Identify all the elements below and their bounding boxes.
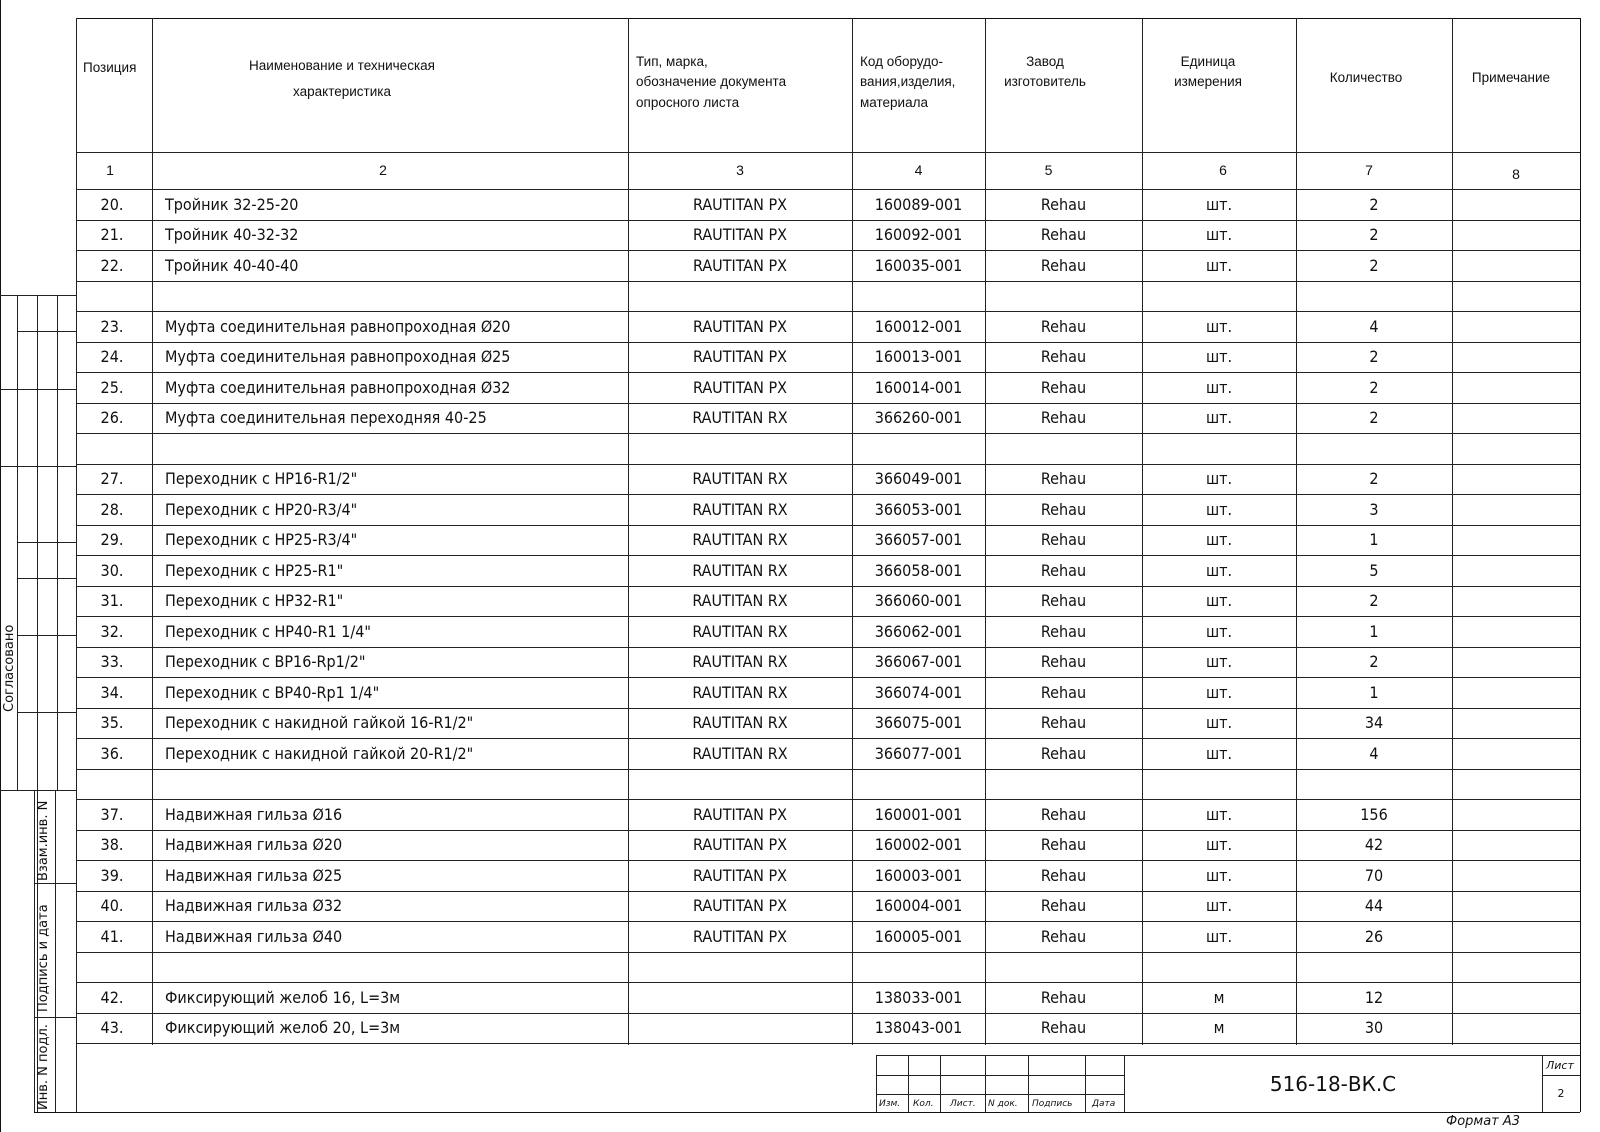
- cell-maker: Rehau: [1040, 469, 1087, 488]
- cell-unit: шт.: [1205, 560, 1233, 580]
- cell-pos: 41.: [100, 926, 124, 946]
- cell-code: 160035-001: [874, 255, 963, 275]
- cell-pos: [80, 434, 144, 464]
- table-left-border: [76, 18, 77, 1112]
- header-type-l3: опросного листа: [636, 95, 740, 110]
- cell-type: RAUTITAN PX: [692, 347, 788, 366]
- cell-pos: 24.: [100, 347, 124, 366]
- header-code-l2: вания,изделия,: [860, 74, 956, 89]
- cell-name: Муфта соединительная равнопроходная Ø32: [165, 377, 511, 397]
- cell-type: RAUTITAN PX: [692, 225, 788, 244]
- cell-type: RAUTITAN RX: [692, 621, 788, 641]
- cell-qty: 1: [1369, 530, 1379, 549]
- cell-code: 366057-001: [874, 530, 963, 549]
- cell-maker: Rehau: [1040, 682, 1087, 702]
- cell-maker: Rehau: [1040, 713, 1087, 732]
- cell-maker: Rehau: [1040, 194, 1087, 214]
- cell-type: RAUTITAN RX: [692, 713, 788, 732]
- header-name-l2: характеристика: [293, 84, 391, 99]
- cell-type: [628, 983, 852, 1013]
- cell-name: Тройник 32-25-20: [165, 194, 299, 214]
- cell-name: Надвижная гильза Ø20: [165, 835, 343, 854]
- cell-unit: шт.: [1205, 194, 1233, 214]
- cell-unit: шт.: [1205, 865, 1233, 885]
- cell-qty: 26: [1364, 926, 1384, 946]
- cell-maker: Rehau: [1040, 347, 1087, 366]
- cell-maker: Rehau: [1040, 652, 1087, 671]
- sheet-label: Лист: [1546, 1059, 1574, 1072]
- cell-pos: 43.: [100, 1018, 124, 1037]
- cell-maker: Rehau: [1040, 408, 1087, 427]
- cell-unit: шт.: [1205, 377, 1233, 397]
- cell-type: [628, 769, 852, 799]
- colnum-3: 3: [736, 162, 744, 178]
- cell-qty: 2: [1369, 591, 1379, 610]
- cell-code: 160005-001: [874, 926, 963, 946]
- cell-type: RAUTITAN PX: [692, 835, 788, 854]
- cell-type: RAUTITAN RX: [692, 499, 788, 519]
- cell-code: 160089-001: [874, 194, 963, 214]
- cell-qty: 70: [1364, 865, 1384, 885]
- cell-unit: шт.: [1205, 408, 1233, 427]
- colnum-2: 2: [379, 162, 387, 178]
- cell-qty: 34: [1364, 713, 1384, 732]
- stamp-line: [876, 1055, 877, 1112]
- stamp-line: [1028, 1055, 1029, 1112]
- cell-unit: [1142, 281, 1296, 311]
- inv-podl-label: Инв. N подл.: [36, 1024, 51, 1110]
- cell-maker: [985, 769, 1142, 799]
- cell-type: RAUTITAN PX: [692, 316, 788, 336]
- cell-maker: [985, 952, 1142, 982]
- cell-code: 366075-001: [874, 713, 963, 732]
- cell-qty: 1: [1369, 682, 1379, 702]
- frame-top: [76, 18, 1580, 19]
- cell-unit: шт.: [1205, 743, 1233, 763]
- cell-code: 366060-001: [874, 591, 963, 610]
- colnum-5: 5: [1044, 162, 1053, 178]
- cell-code: 366049-001: [874, 469, 963, 488]
- cell-name: [165, 769, 625, 799]
- cell-maker: Rehau: [1040, 865, 1087, 885]
- cell-qty: [1296, 769, 1452, 799]
- cell-pos: 25.: [100, 377, 124, 397]
- cell-qty: 2: [1369, 255, 1379, 275]
- cell-unit: м: [1213, 1018, 1225, 1037]
- cell-type: RAUTITAN PX: [692, 377, 788, 397]
- cell-code: [852, 769, 985, 799]
- cell-qty: 4: [1369, 316, 1379, 336]
- cell-maker: Rehau: [1040, 804, 1087, 824]
- cell-unit: шт.: [1205, 926, 1233, 946]
- stamp-izm: Изм.: [879, 1099, 901, 1109]
- cell-code: 160003-001: [874, 865, 963, 885]
- cell-maker: Rehau: [1040, 499, 1087, 519]
- cell-pos: 38.: [100, 835, 124, 854]
- side-line: [34, 790, 35, 1112]
- cell-code: 160092-001: [874, 225, 963, 244]
- row-line: [76, 1043, 1580, 1044]
- cell-code: 366062-001: [874, 621, 963, 641]
- cell-unit: шт.: [1205, 255, 1233, 275]
- cell-pos: 23.: [100, 316, 124, 336]
- cell-maker: Rehau: [1040, 926, 1087, 946]
- cell-type: RAUTITAN RX: [692, 743, 788, 763]
- cell-name: Переходник с НР20-R3/4": [165, 499, 358, 519]
- cell-type: [628, 434, 852, 464]
- cell-qty: 2: [1369, 377, 1379, 397]
- cell-type: RAUTITAN RX: [692, 408, 788, 427]
- cell-unit: шт.: [1205, 591, 1233, 610]
- cell-maker: Rehau: [1040, 621, 1087, 641]
- cell-name: Переходник с НР25-R3/4": [165, 530, 358, 549]
- cell-maker: Rehau: [1040, 743, 1087, 763]
- stamp-ndok: N док.: [988, 1099, 1018, 1109]
- side-line: [17, 578, 76, 579]
- cell-code: 160001-001: [874, 804, 963, 824]
- cell-name: [165, 434, 625, 464]
- cell-qty: 1: [1369, 621, 1379, 641]
- cell-qty: 2: [1369, 194, 1379, 214]
- cell-qty: 42: [1364, 835, 1384, 854]
- cell-unit: шт.: [1205, 530, 1233, 549]
- cell-name: Надвижная гильза Ø32: [165, 896, 343, 915]
- cell-name: Муфта соединительная переходняя 40-25: [165, 408, 487, 427]
- cell-pos: 30.: [100, 560, 124, 580]
- document-designation: 516-18-ВК.С: [1269, 1072, 1397, 1096]
- side-line: [17, 331, 76, 332]
- cell-unit: шт.: [1205, 835, 1233, 854]
- cell-qty: 44: [1364, 896, 1384, 915]
- side-line: [17, 712, 76, 713]
- cell-unit: [1142, 434, 1296, 464]
- cell-unit: м: [1213, 987, 1225, 1007]
- cell-code: 138033-001: [874, 987, 963, 1007]
- cell-name: Тройник 40-40-40: [165, 255, 299, 275]
- cell-type: RAUTITAN PX: [692, 255, 788, 275]
- cell-pos: 39.: [100, 865, 124, 885]
- header-unit-l2: измерения: [1174, 74, 1242, 89]
- stamp-line: [940, 1055, 941, 1112]
- header-qty: Количество: [1329, 70, 1403, 85]
- cell-name: Надвижная гильза Ø25: [165, 865, 343, 885]
- stamp-line: [908, 1055, 909, 1112]
- cell-name: Надвижная гильза Ø40: [165, 926, 343, 946]
- cell-name: Переходник с накидной гайкой 16-R1/2": [165, 713, 474, 732]
- header-position: Позиция: [83, 60, 137, 75]
- side-line: [0, 790, 76, 791]
- cell-code: [852, 434, 985, 464]
- cell-code: 160002-001: [874, 835, 963, 854]
- stamp-list: Лист.: [950, 1099, 976, 1109]
- cell-unit: [1142, 769, 1296, 799]
- cell-unit: шт.: [1205, 225, 1233, 244]
- cell-name: Фиксирующий желоб 16, L=3м: [165, 987, 401, 1007]
- side-line: [0, 295, 76, 296]
- cell-code: 366077-001: [874, 743, 963, 763]
- cell-maker: Rehau: [1040, 530, 1087, 549]
- cell-type: RAUTITAN PX: [692, 926, 788, 946]
- cell-qty: [1296, 281, 1452, 311]
- stamp-kol: Кол.: [913, 1099, 934, 1109]
- cell-name: Переходник с НР16-R1/2": [165, 469, 358, 488]
- cell-qty: 2: [1369, 225, 1379, 244]
- cell-code: [852, 952, 985, 982]
- cell-maker: Rehau: [1040, 896, 1087, 915]
- cell-qty: [1296, 952, 1452, 982]
- cell-name: [165, 281, 625, 311]
- agreed-label: Согласовано: [2, 624, 17, 712]
- cell-name: Муфта соединительная равнопроходная Ø25: [165, 347, 511, 366]
- frame-left: [0, 0, 1, 1132]
- cell-qty: 4: [1369, 743, 1379, 763]
- cell-pos: 34.: [100, 682, 124, 702]
- cell-qty: 2: [1369, 347, 1379, 366]
- cell-qty: 156: [1360, 804, 1388, 824]
- cell-name: Надвижная гильза Ø16: [165, 804, 343, 824]
- frame-right: [1580, 18, 1581, 1112]
- cell-name: Фиксирующий желоб 20, L=3м: [165, 1018, 401, 1037]
- cell-qty: 3: [1369, 499, 1379, 519]
- cell-name: Переходник с НР40-R1 1/4": [165, 621, 371, 641]
- stamp-line: [1542, 1075, 1580, 1076]
- signature-date-label: Подпись и дата: [36, 904, 51, 1012]
- cell-name: Переходник с ВР16-Rp1/2": [165, 652, 366, 671]
- cell-qty: 5: [1369, 560, 1379, 580]
- header-maker-l1: Завод: [1026, 54, 1064, 69]
- cell-pos: 40.: [100, 896, 124, 915]
- vzam-inv-label: Взам.инв. N: [36, 800, 51, 881]
- cell-type: RAUTITAN PX: [692, 804, 788, 824]
- header-name-l1: Наименование и техническая: [249, 58, 435, 73]
- cell-code: [852, 281, 985, 311]
- cell-maker: Rehau: [1040, 255, 1087, 275]
- header-code-l3: материала: [860, 95, 928, 110]
- cell-qty: [1296, 434, 1452, 464]
- cell-code: 160014-001: [874, 377, 963, 397]
- cell-pos: 26.: [100, 408, 124, 427]
- cell-type: RAUTITAN RX: [692, 560, 788, 580]
- cell-pos: 32.: [100, 621, 124, 641]
- cell-maker: Rehau: [1040, 591, 1087, 610]
- cell-name: Муфта соединительная равнопроходная Ø20: [165, 316, 511, 336]
- sheet-number: 2: [1557, 1087, 1565, 1100]
- cell-name: [165, 952, 625, 982]
- cell-type: RAUTITAN RX: [692, 469, 788, 488]
- cell-code: 366053-001: [874, 499, 963, 519]
- cell-code: 366260-001: [874, 408, 963, 427]
- cell-unit: шт.: [1205, 682, 1233, 702]
- side-line: [17, 635, 76, 636]
- cell-qty: 2: [1369, 469, 1379, 488]
- colnum-1: 1: [106, 162, 114, 178]
- cell-unit: шт.: [1205, 713, 1233, 732]
- cell-unit: шт.: [1205, 652, 1233, 671]
- cell-maker: Rehau: [1040, 987, 1087, 1007]
- cell-unit: шт.: [1205, 347, 1233, 366]
- cell-maker: Rehau: [1040, 835, 1087, 854]
- cell-maker: Rehau: [1040, 1018, 1087, 1037]
- cell-type: RAUTITAN PX: [692, 865, 788, 885]
- stamp-podpis: Подпись: [1032, 1099, 1073, 1109]
- cell-type: RAUTITAN RX: [692, 652, 788, 671]
- colnum-8: 8: [1512, 166, 1520, 182]
- cell-type: RAUTITAN RX: [692, 591, 788, 610]
- cell-pos: 42.: [100, 987, 124, 1007]
- colnum-6: 6: [1219, 162, 1227, 178]
- cell-pos: [80, 281, 144, 311]
- cell-pos: 27.: [100, 469, 124, 488]
- cell-pos: 33.: [100, 652, 124, 671]
- cell-pos: 31.: [100, 591, 124, 610]
- header-bottom: [76, 152, 1580, 153]
- cell-type: RAUTITAN RX: [692, 530, 788, 549]
- header-maker-l2: изготовитель: [1004, 74, 1086, 89]
- cell-pos: [80, 769, 144, 799]
- cell-maker: Rehau: [1040, 225, 1087, 244]
- header-code-l1: Код оборудо-: [860, 54, 943, 69]
- header-unit-l1: Единица: [1180, 54, 1236, 69]
- cell-maker: Rehau: [1040, 316, 1087, 336]
- stamp-line: [1085, 1055, 1086, 1112]
- cell-pos: [80, 952, 144, 982]
- stamp-line: [1542, 1055, 1543, 1112]
- stamp-line: [876, 1075, 1124, 1076]
- cell-maker: Rehau: [1040, 377, 1087, 397]
- side-line: [55, 790, 56, 1112]
- cell-pos: 37.: [100, 804, 124, 824]
- cell-name: Переходник с НР32-R1": [165, 591, 344, 610]
- header-type-l2: обозначение документа: [636, 74, 787, 89]
- cell-maker: [985, 434, 1142, 464]
- cell-name: Тройник 40-32-32: [165, 225, 299, 244]
- cell-code: 366058-001: [874, 560, 963, 580]
- cell-pos: 28.: [100, 499, 124, 519]
- header-note: Примечание: [1471, 70, 1551, 85]
- stamp-line: [985, 1055, 986, 1112]
- cell-type: RAUTITAN RX: [692, 682, 788, 702]
- cell-code: 160013-001: [874, 347, 963, 366]
- cell-name: Переходник с накидной гайкой 20-R1/2": [165, 743, 474, 763]
- stamp-line: [876, 1094, 1124, 1095]
- cell-qty: 12: [1364, 987, 1384, 1007]
- stamp-data: Дата: [1092, 1099, 1116, 1109]
- cell-type: RAUTITAN PX: [692, 896, 788, 915]
- cell-qty: 2: [1369, 652, 1379, 671]
- side-line: [0, 389, 76, 390]
- cell-pos: 36.: [100, 743, 124, 763]
- cell-type: [628, 281, 852, 311]
- cell-name: Переходник с НР25-R1": [165, 560, 344, 580]
- cell-unit: шт.: [1205, 469, 1233, 488]
- side-line: [17, 542, 76, 543]
- cell-pos: 22.: [100, 255, 124, 275]
- side-line: [0, 466, 76, 467]
- cell-qty: 30: [1364, 1018, 1384, 1037]
- cell-qty: 2: [1369, 408, 1379, 427]
- cell-code: 138043-001: [874, 1018, 963, 1037]
- cell-type: [628, 952, 852, 982]
- frame-bottom: [34, 1112, 1580, 1113]
- side-line: [57, 295, 58, 791]
- cell-unit: [1142, 952, 1296, 982]
- cell-pos: 35.: [100, 713, 124, 732]
- cell-unit: шт.: [1205, 316, 1233, 336]
- cell-type: RAUTITAN PX: [692, 194, 788, 214]
- cell-unit: шт.: [1205, 621, 1233, 641]
- cell-maker: Rehau: [1040, 560, 1087, 580]
- cell-unit: шт.: [1205, 896, 1233, 915]
- header-type-l1: Тип, марка,: [636, 54, 708, 69]
- format-label: Формат А3: [1446, 1114, 1521, 1129]
- cell-maker: [985, 281, 1142, 311]
- cell-pos: 21.: [100, 225, 124, 244]
- colnum-7: 7: [1365, 162, 1373, 178]
- stamp-top: [876, 1055, 1580, 1056]
- cell-unit: шт.: [1205, 499, 1233, 519]
- side-line: [17, 295, 18, 791]
- cell-type: [628, 1013, 852, 1043]
- cell-code: 160004-001: [874, 896, 963, 915]
- cell-code: 366067-001: [874, 652, 963, 671]
- colnum-4: 4: [914, 162, 923, 178]
- cell-code: 366074-001: [874, 682, 963, 702]
- cell-code: 160012-001: [874, 316, 963, 336]
- cell-name: Переходник с ВР40-Rp1 1/4": [165, 682, 380, 702]
- cell-unit: шт.: [1205, 804, 1233, 824]
- cell-pos: 20.: [100, 194, 124, 214]
- cell-pos: 29.: [100, 530, 124, 549]
